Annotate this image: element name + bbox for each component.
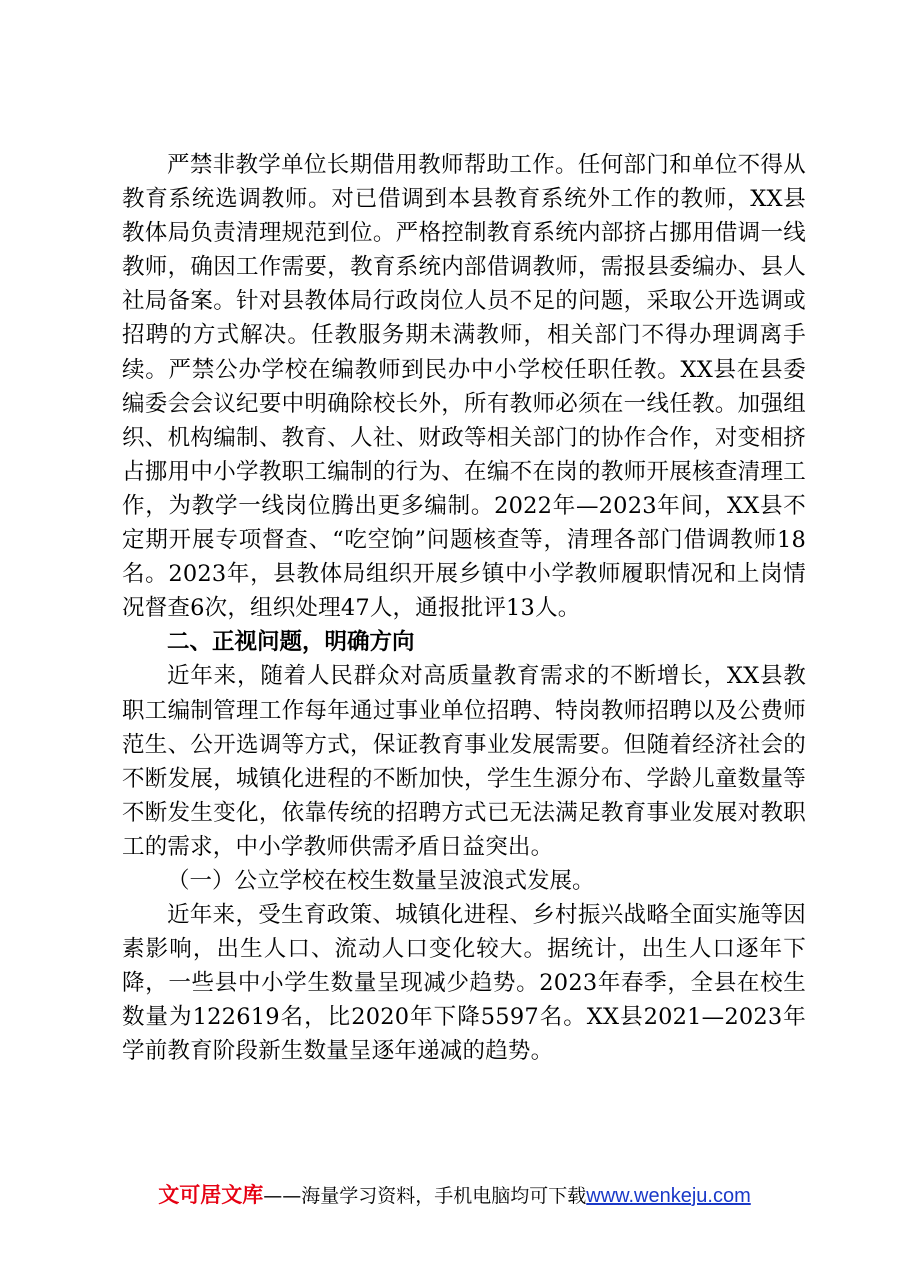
footer-banner	[0, 1180, 909, 1211]
footer-brand: 文可居文库	[158, 1183, 264, 1207]
document-body	[122, 148, 806, 1069]
paragraph-student-numbers: 近年来，受生育政策、城镇化进程、乡村振兴战略全面实施等因素影响，出生人口、流动人口变化较大。据统计，出生人口逐年下降，一些县中小学生数量呈现减少趋势。2023年春季，全县在校生数量为122619名，比2020年下降5597名。XX县2021—2023年学前教育阶段新生数量呈逐年递减的趋势。	[122, 902, 806, 1065]
subsection-heading-1: （一）公立学校在校生数量呈波浪式发展。	[167, 867, 595, 894]
footer-dash: ——	[263, 1185, 302, 1207]
paragraph-teacher-borrowing: 严禁非教学单位长期借用教师帮助工作。任何部门和单位不得从教育系统选调教师。对已借调到本县教育系统外工作的教师，XX县教体局负责清理规范到位。严格控制教育系统内部挤占挪用借调一线教师，确因工作需要，教育系统内部借调教师，需报县委编办、县人社局备案。针对县教体局行政岗位人员不足的问题，采取公开选调或招聘的方式解决。任教服务期未满教师，相关部门不得办理调离手续。严禁公办学校在编教师到民办中小学校任职任教。XX县在县委编委会会议纪要中明确除校长外，所有教师必须在一线任教。加强组织、机构编制、教育、人社、财政等相关部门的协作合作，对变相挤占挪用中小学教职工编制的行为、在编不在岗的教师开展核查清理工作，为教学一线岗位腾出更多编制。2022年—2023年间，XX县不定期开展专项督查、“吃空饷”问题核查等，清理各部门借调教师18名。2023年，县教体局组织开展乡镇中小学教师履职情况和上岗情况督查6次，组织处理47人，通报批评13人。	[122, 152, 806, 622]
section-heading-2: 二、正视问题，明确方向	[167, 629, 415, 656]
paragraph-recent-years: 近年来，随着人民群众对高质量教育需求的不断增长，XX县教职工编制管理工作每年通过事业单位招聘、特岗教师招聘以及公费师范生、公开选调等方式，保证教育事业发展需要。但随着经济社会的不断发展，城镇化进程的不断加快，学生生源分布、学龄儿童数量等不断发生变化，依靠传统的招聘方式已无法满足教育事业发展对教职工的需求，中小学教师供需矛盾日益突出。	[122, 663, 806, 860]
footer-link[interactable]: www.wenkeju.com	[586, 1185, 751, 1207]
footer-slogan: 海量学习资料，手机电脑均可下载	[301, 1185, 587, 1207]
